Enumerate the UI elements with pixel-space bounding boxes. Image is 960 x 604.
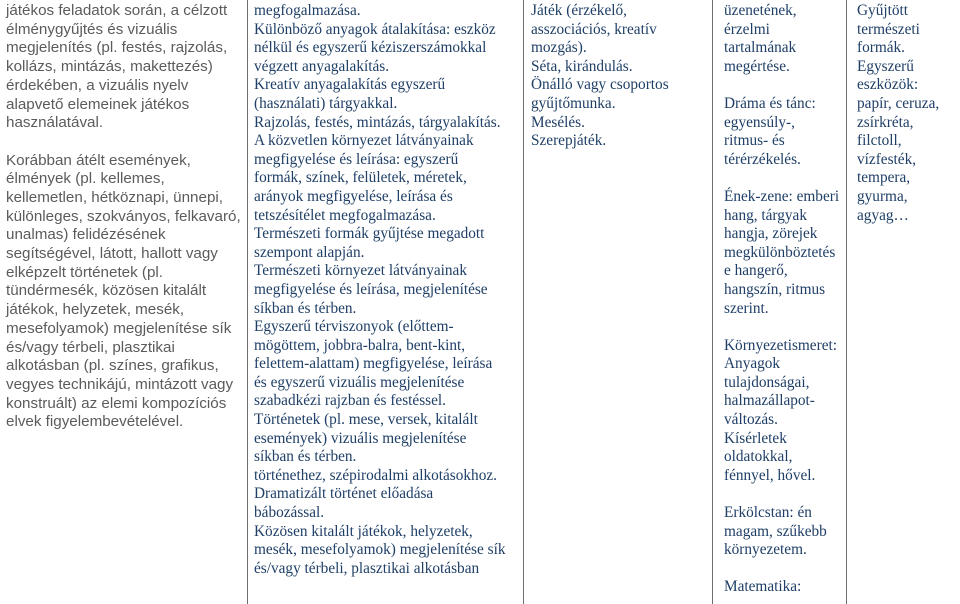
text-line: megkülönböztetés [724, 243, 836, 261]
text-line: mesefolyamok) megjelenítése sík [6, 319, 232, 337]
text-line: Dramatizált történet előadása [254, 485, 434, 503]
text-line: unalmas) felidézésének [6, 226, 166, 244]
text-line: kollázs, mintázás, makettezés) [6, 58, 213, 76]
text-line: mögöttem, jobbra-balra, bent-kint, [254, 336, 466, 354]
text-line: Természeti formák gyűjtése megadott [254, 225, 485, 243]
text-line: Egyszerű [857, 57, 914, 75]
text-line: vegyes technikájú, mintázott vagy [6, 375, 234, 393]
text-line: gyurma, [857, 187, 908, 205]
text-line: szempont alapján. [254, 243, 365, 261]
text-line: hangszín, ritmus [724, 280, 826, 298]
text-line: környezetem. [724, 541, 807, 559]
text-line: Gyűjtött [857, 2, 908, 19]
text-line: játékos feladatok során, a célzott [6, 2, 228, 19]
text-line: vízfesték, [857, 150, 917, 168]
text-line: Egyszerű térviszonyok (előttem- [254, 318, 454, 336]
text-line: ritmus- és [724, 132, 785, 150]
text-line: egyensúly-, [724, 113, 795, 131]
text-line [724, 169, 846, 188]
text-line: Erkölcstan: én [724, 504, 812, 522]
text-line: formák, színek, felületek, méretek, [254, 169, 467, 187]
text-line: érdekében, a vizuális nyelv [6, 76, 189, 94]
text-line: természeti [857, 20, 920, 38]
text-line: filctoll, [857, 132, 902, 150]
column-content [248, 0, 523, 604]
text-line: megfigyelése és leírása: egyszerű [254, 150, 459, 168]
text-line: események) vizuális megjelenítése [254, 429, 467, 447]
text-line [6, 133, 247, 152]
text-line: mesék, mesefolyamok) megjelenítése sík [254, 541, 506, 559]
text-line: eszközök: [857, 76, 919, 94]
text-line: Környezetismeret: [724, 336, 837, 354]
text-line: tempera, [857, 169, 911, 187]
text-line: Különböző anyagok átalakítása: eszköz [254, 20, 496, 38]
text-line: változás. [724, 411, 778, 429]
text-line: Rajzolás, festés, mintázás, tárgyalakítás. [254, 113, 501, 131]
text-line: Természeti környezet látványainak [254, 262, 467, 280]
text-line: és egyszerű vizuális megjelenítése [254, 373, 465, 391]
text-line: nélkül és egyszerű kéziszerszámokkal [254, 39, 487, 57]
text-line: mozgás). [531, 39, 587, 57]
text-line: Dráma és tánc: [724, 94, 816, 112]
text-line: Mesélés. [531, 113, 585, 131]
text-line: formák. [857, 39, 905, 57]
text-line: Önálló vagy csoportos [531, 76, 669, 94]
column-activities [524, 0, 712, 604]
text-line: élmények (pl. kellemes, [6, 170, 165, 188]
text-line: Ének-zene: emberi [724, 187, 840, 205]
text-line: gyűjtőmunka. [531, 94, 616, 112]
text-line: Kísérletek [724, 429, 787, 447]
text-line: Korábban átélt események, [6, 151, 191, 169]
text-line: tetszésítélet megfogalmazása. [254, 206, 436, 224]
text-line: fénnyel, hővel. [724, 466, 816, 484]
text-line: A közvetlen környezet látványainak [254, 132, 474, 150]
text-line: (használati) tárgyakkal. [254, 94, 398, 112]
text-line: hang, tárgyak [724, 206, 807, 224]
text-line: Közösen kitalált játékok, helyzetek, [254, 522, 473, 540]
column-tools [847, 0, 960, 604]
text-line: élménygyűjtés és vizuális [6, 20, 178, 38]
text-line: elvek figyelembevételével. [6, 413, 184, 431]
text-line [724, 76, 846, 95]
text-line: megfogalmazása. [254, 2, 361, 19]
text-line: kellemetlen, hétköznapi, ünnepi, [6, 188, 223, 206]
text-line: megfigyelése és leírása, megjelenítése [254, 280, 488, 298]
text-line: Séta, kirándulás. [531, 57, 633, 75]
text-line: Kreatív anyagalakítás egyszerű [254, 76, 446, 94]
text-line [724, 318, 846, 337]
text-line: történethez, szépirodalmi alkotásokhoz. [254, 466, 497, 484]
text-line: papír, ceruza, [857, 94, 940, 112]
text-line: szerint. [724, 299, 769, 317]
text-line [724, 485, 846, 504]
text-line: Játék (érzékelő, [531, 2, 627, 19]
text-line: oldatokkal, [724, 448, 793, 466]
text-line: segítségével, látott, hallott vagy [6, 245, 218, 263]
text-line: felettem-alattam) megfigyelése, leírása [254, 355, 493, 373]
text-line: alapvető elemeinek játékos [6, 95, 190, 113]
text-line: e hangerő, [724, 262, 788, 280]
text-line: halmazállapot- [724, 392, 815, 410]
text-line: érzelmi [724, 20, 770, 38]
text-line: alkotásban (pl. színes, grafikus, [6, 357, 219, 375]
text-line: és/vagy térbeli, plasztikai alkotásban [254, 559, 480, 577]
text-line: és/vagy térbeli, plasztikai [6, 338, 175, 356]
text-line: végzett anyagalakítás. [254, 57, 390, 75]
text-line: síkban és térben. [254, 299, 357, 317]
text-line: játékok, helyzetek, mesék, [6, 301, 185, 319]
column-connections [713, 0, 846, 604]
text-line: szabadkézi rajzban és festéssel. [254, 392, 446, 410]
text-line: agyag… [857, 206, 909, 224]
text-line: arányok megfigyelése, leírása és [254, 187, 453, 205]
text-line: Anyagok [724, 355, 781, 373]
text-line: Matematika: [724, 578, 802, 596]
text-line: használatával. [6, 114, 104, 132]
text-line: tulajdonságai, [724, 373, 810, 391]
column-goals [0, 0, 247, 604]
text-line: tündérmesék, közösen kitalált [6, 282, 207, 300]
text-line [724, 560, 846, 579]
text-line: elképzelt történetek (pl. [6, 263, 164, 281]
text-line: Történetek (pl. mese, versek, kitalált [254, 411, 478, 429]
text-line: hangja, zörejek [724, 225, 818, 243]
text-line: zsírkréta, [857, 113, 914, 131]
text-line: síkban és térben. [254, 448, 357, 466]
text-line: térérzékelés. [724, 150, 801, 168]
text-line: magam, szűkebb [724, 522, 827, 540]
text-line: tartalmának [724, 39, 797, 57]
text-line: megértése. [724, 57, 790, 75]
text-line: bábozással. [254, 504, 325, 522]
text-line: Szerepjáték. [531, 132, 607, 150]
text-line: asszociációs, kreatív [531, 20, 657, 38]
text-line: megjelenítés (pl. festés, rajzolás, [6, 39, 228, 57]
text-line: különleges, szokványos, felkavaró, [6, 207, 241, 225]
text-line: konstruált) az elemi kompozíciós [6, 394, 227, 412]
text-line: üzenetének, [724, 2, 797, 19]
